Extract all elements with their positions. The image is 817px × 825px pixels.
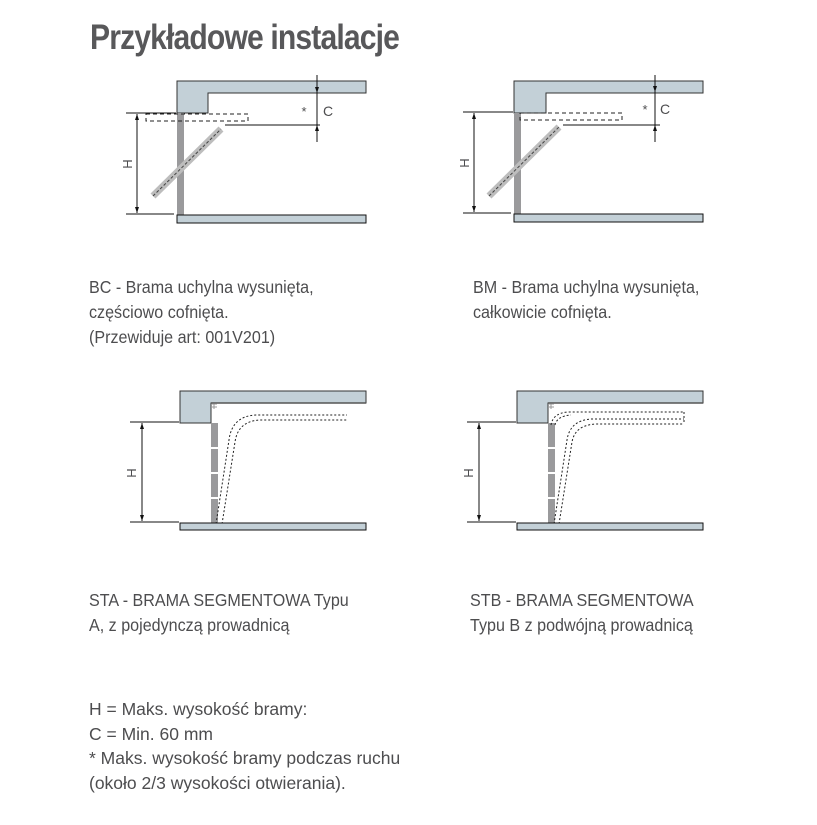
c-label: C	[323, 103, 334, 119]
c-arrow-up-icon	[315, 125, 319, 131]
floor-slab	[517, 523, 703, 530]
caption-line: Typu B z podwójną prowadnicą	[470, 615, 693, 635]
caption-line: BC - Brama uchylna wysunięta,	[89, 277, 314, 297]
legend-line-note: (około 2/3 wysokości otwierania).	[89, 772, 346, 793]
guide-rail-track	[551, 412, 684, 524]
diagram-bm	[450, 70, 720, 230]
h-label: H	[461, 468, 476, 478]
caption-line: (Przewiduje art: 001V201)	[89, 327, 276, 347]
star-label: *	[642, 102, 648, 117]
legend-line-c: C = Min. 60 mm	[89, 723, 213, 744]
legend-line-h: H = Maks. wysokość bramy:	[89, 699, 308, 719]
h-label: H	[124, 468, 139, 478]
caption-line: częściowo cofnięta.	[89, 302, 229, 322]
star-label: *	[301, 104, 307, 119]
caption-line: A, z pojedynczą prowadnicą	[89, 615, 290, 635]
h-arrow-up-icon	[472, 113, 476, 119]
h-label: H	[120, 159, 135, 169]
corner-bracket-icon	[212, 404, 217, 409]
ceiling-wall	[180, 391, 366, 423]
legend-line-star: * Maks. wysokość bramy podczas ruchu	[89, 748, 401, 768]
door-retracted-outline	[520, 113, 622, 120]
ceiling-wall	[177, 81, 366, 113]
diagram-bc	[110, 70, 380, 230]
h-arrow-down-icon	[477, 515, 481, 521]
diagram-stb	[450, 380, 720, 540]
c-label: C	[660, 101, 671, 117]
ceiling-wall	[517, 391, 703, 423]
door-tilted	[153, 129, 221, 196]
caption-sta	[89, 588, 349, 638]
diagram-sta	[110, 380, 380, 540]
caption-line: STB - BRAMA SEGMENTOWA	[470, 590, 694, 610]
h-arrow-up-icon	[135, 114, 139, 120]
h-label: H	[457, 158, 472, 168]
ceiling-wall	[514, 81, 703, 113]
guide-rail-track	[216, 415, 347, 524]
legend	[89, 697, 400, 795]
caption-stb	[470, 588, 694, 638]
h-arrow-down-icon	[472, 206, 476, 212]
segmented-door	[548, 423, 555, 524]
c-arrow-up-icon	[653, 125, 657, 131]
floor-slab	[177, 215, 366, 223]
caption-bm	[473, 275, 699, 325]
door-retracted-outline	[146, 114, 248, 121]
h-arrow-down-icon	[140, 515, 144, 521]
door-tilted	[489, 127, 559, 196]
h-arrow-down-icon	[135, 207, 139, 213]
caption-line: STA - BRAMA SEGMENTOWA Typu	[89, 590, 349, 610]
corner-bracket-icon	[549, 404, 554, 409]
segmented-door	[211, 423, 218, 524]
caption-bc	[89, 275, 314, 350]
page-title: Przykładowe instalacje	[90, 18, 399, 57]
caption-line: całkowicie cofnięta.	[473, 302, 612, 322]
floor-slab	[514, 214, 703, 222]
floor-slab	[180, 523, 366, 530]
h-arrow-up-icon	[477, 423, 481, 429]
caption-line: BM - Brama uchylna wysunięta,	[473, 277, 700, 297]
h-arrow-up-icon	[140, 423, 144, 429]
